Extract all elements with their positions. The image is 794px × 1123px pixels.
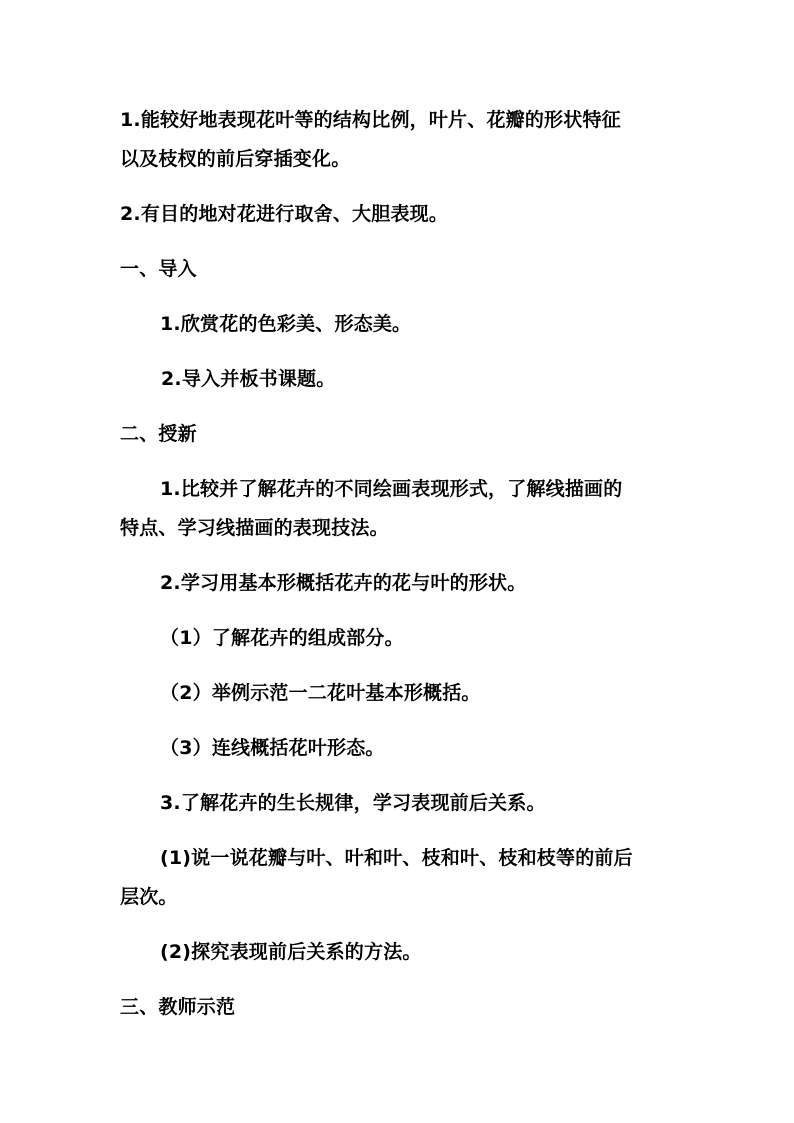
- objective-2: 2.有目的地对花进行取舍、大胆表现。: [120, 203, 449, 225]
- intro-step-1: 1.欣赏花的色彩美、形态美。: [160, 313, 412, 335]
- lesson-step-3-item-2: (2)探究表现前后关系的方法。: [160, 941, 422, 963]
- objective-1-line-1: 1.能较好地表现花叶等的结构比例，叶片、花瓣的形状特征: [120, 109, 621, 131]
- lesson-step-2: 2.学习用基本形概括花卉的花与叶的形状。: [160, 572, 527, 594]
- section-heading-introduction: 一、导入: [120, 258, 197, 280]
- intro-step-2: 2.导入并板书课题。: [161, 368, 336, 390]
- objective-1-line-2: 以及枝杈的前后穿插变化。: [120, 148, 351, 170]
- lesson-substep-2: （2）举例示范一二花叶基本形概括。: [160, 682, 481, 704]
- section-heading-teacher-demo: 三、教师示范: [120, 996, 236, 1018]
- lesson-substep-1: （1）了解花卉的组成部分。: [160, 627, 404, 649]
- section-heading-new-lesson: 二、授新: [120, 423, 197, 445]
- lesson-step-3: 3.了解花卉的生长规律，学习表现前后关系。: [160, 792, 546, 814]
- lesson-substep-3: （3）连线概括花叶形态。: [160, 737, 385, 759]
- lesson-step-1-line-1: 1.比较并了解花卉的不同绘画表现形式，了解线描画的: [160, 478, 623, 500]
- lesson-step-3-item-1-line-1: (1)说一说花瓣与叶、叶和叶、枝和叶、枝和枝等的前后: [160, 847, 633, 869]
- lesson-step-1-line-2: 特点、学习线描画的表现技法。: [120, 517, 389, 539]
- lesson-step-3-item-1-line-2: 层次。: [120, 886, 178, 908]
